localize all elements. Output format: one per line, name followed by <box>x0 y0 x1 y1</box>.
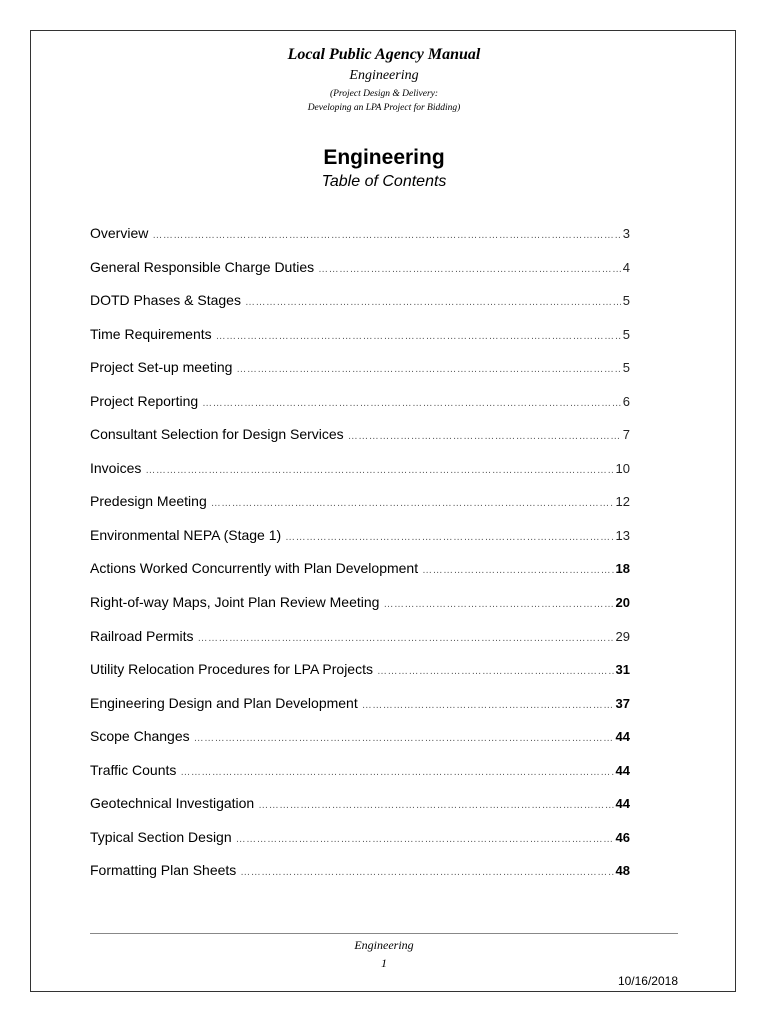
footer-date: 10/16/2018 <box>617 974 678 988</box>
toc-leader-dots <box>285 532 613 543</box>
toc-entry-label: General Responsible Charge Duties <box>90 258 315 275</box>
toc-entry-page: 5 <box>622 360 630 376</box>
toc-entry-label: Geotechnical Investigation <box>90 795 255 812</box>
toc-leader-dots <box>236 834 614 845</box>
subtitle-line-2: Developing an LPA Project for Bidding) <box>307 103 461 113</box>
toc-entry[interactable] <box>90 493 630 527</box>
footer-divider <box>90 933 678 934</box>
toc-entry[interactable] <box>90 795 630 829</box>
toc-entry-page: 4 <box>622 259 630 275</box>
toc-entry[interactable] <box>90 426 630 460</box>
toc-entry-label: Right-of-way Maps, Joint Plan Review Meeting <box>90 594 380 611</box>
toc-entry-label: Predesign Meeting <box>90 493 207 510</box>
footer-section-label: Engineering <box>354 938 414 952</box>
toc-leader-dots <box>240 867 613 878</box>
toc-entry-label: Project Set-up meeting <box>90 359 233 376</box>
toc-entry-page: 10 <box>615 460 630 476</box>
manual-title: Local Public Agency Manual <box>287 46 481 63</box>
toc-entry-page: 31 <box>615 662 630 678</box>
toc-entry-label: Railroad Permits <box>90 627 194 644</box>
toc-entry-page: 12 <box>615 494 630 510</box>
toc-entry-label: Engineering Design and Plan Development <box>90 694 358 711</box>
toc-entry-label: Time Requirements <box>90 325 212 342</box>
toc-entry[interactable] <box>90 326 630 360</box>
toc-entry-label: Consultant Selection for Design Services <box>90 426 344 443</box>
toc-entry[interactable] <box>90 829 630 863</box>
toc-entry[interactable] <box>90 695 630 729</box>
toc-leader-dots <box>145 465 613 476</box>
toc-entry-label: Scope Changes <box>90 728 190 745</box>
toc-entry-page: 48 <box>615 863 630 879</box>
toc-entry-label: Invoices <box>90 459 142 476</box>
toc-entry-page: 13 <box>615 527 630 543</box>
toc-entry-page: 20 <box>615 595 630 611</box>
toc-leader-dots <box>348 431 621 442</box>
toc-leader-dots <box>197 633 613 644</box>
toc-entry-label: Typical Section Design <box>90 828 232 845</box>
toc-leader-dots <box>377 666 614 677</box>
toc-entry-page: 46 <box>615 829 630 845</box>
toc-leader-dots <box>202 398 621 409</box>
toc-leader-dots <box>422 565 613 576</box>
toc-leader-dots <box>152 230 620 241</box>
toc-entry-label: Environmental NEPA (Stage 1) <box>90 526 282 543</box>
toc-leader-dots <box>180 767 613 778</box>
toc-entry-label: Overview <box>90 225 149 241</box>
toc-leader-dots <box>194 733 614 744</box>
footer-page-number: 1 <box>381 956 387 970</box>
toc-leader-dots <box>318 264 621 275</box>
toc-leader-dots <box>362 700 614 711</box>
section-name: Engineering <box>349 68 419 83</box>
toc-entry[interactable] <box>90 728 630 762</box>
toc-leader-dots <box>236 364 620 375</box>
toc-entry[interactable] <box>90 527 630 561</box>
toc-entry-label: Formatting Plan Sheets <box>90 862 237 879</box>
toc-entry[interactable] <box>90 292 630 326</box>
toc-entry-page: 18 <box>615 561 630 577</box>
toc-entry-label: Project Reporting <box>90 392 199 409</box>
toc-entry-page: 5 <box>622 326 630 342</box>
page-title: Engineering <box>323 146 445 169</box>
toc-entry-page: 37 <box>615 695 630 711</box>
toc-entry[interactable] <box>90 359 630 393</box>
toc-entry-label: Traffic Counts <box>90 761 177 778</box>
toc-entry-page: 44 <box>615 762 630 778</box>
toc-entry-page: 29 <box>615 628 630 644</box>
toc-leader-dots <box>211 498 614 509</box>
toc-entry-label: Actions Worked Concurrently with Plan Development <box>90 560 419 577</box>
toc-leader-dots <box>216 331 621 342</box>
toc-entry[interactable] <box>90 393 630 427</box>
toc-entry[interactable] <box>90 628 630 662</box>
toc-entry-page: 3 <box>622 226 630 241</box>
subtitle-line-1: (Project Design & Delivery: <box>329 89 439 99</box>
toc-entry[interactable] <box>90 594 630 628</box>
toc-entry-page: 5 <box>622 293 630 309</box>
toc-entry[interactable] <box>90 460 630 494</box>
table-of-contents <box>90 225 630 896</box>
toc-entry-label: Utility Relocation Procedures for LPA Projects <box>90 661 373 678</box>
toc-entry-page: 7 <box>622 427 630 443</box>
toc-leader-dots <box>258 800 613 811</box>
toc-entry[interactable] <box>90 225 630 259</box>
toc-entry-label: DOTD Phases & Stages <box>90 292 241 309</box>
toc-entry[interactable] <box>90 762 630 796</box>
toc-entry-page: 44 <box>615 729 630 745</box>
toc-entry-page: 6 <box>622 393 630 409</box>
toc-entry-page: 44 <box>615 796 630 812</box>
toc-leader-dots <box>383 599 613 610</box>
toc-entry[interactable] <box>90 862 630 896</box>
toc-entry[interactable] <box>90 560 630 594</box>
toc-entry[interactable] <box>90 259 630 293</box>
toc-entry[interactable] <box>90 661 630 695</box>
toc-leader-dots <box>245 297 621 308</box>
page-subtitle: Table of Contents <box>321 173 447 190</box>
